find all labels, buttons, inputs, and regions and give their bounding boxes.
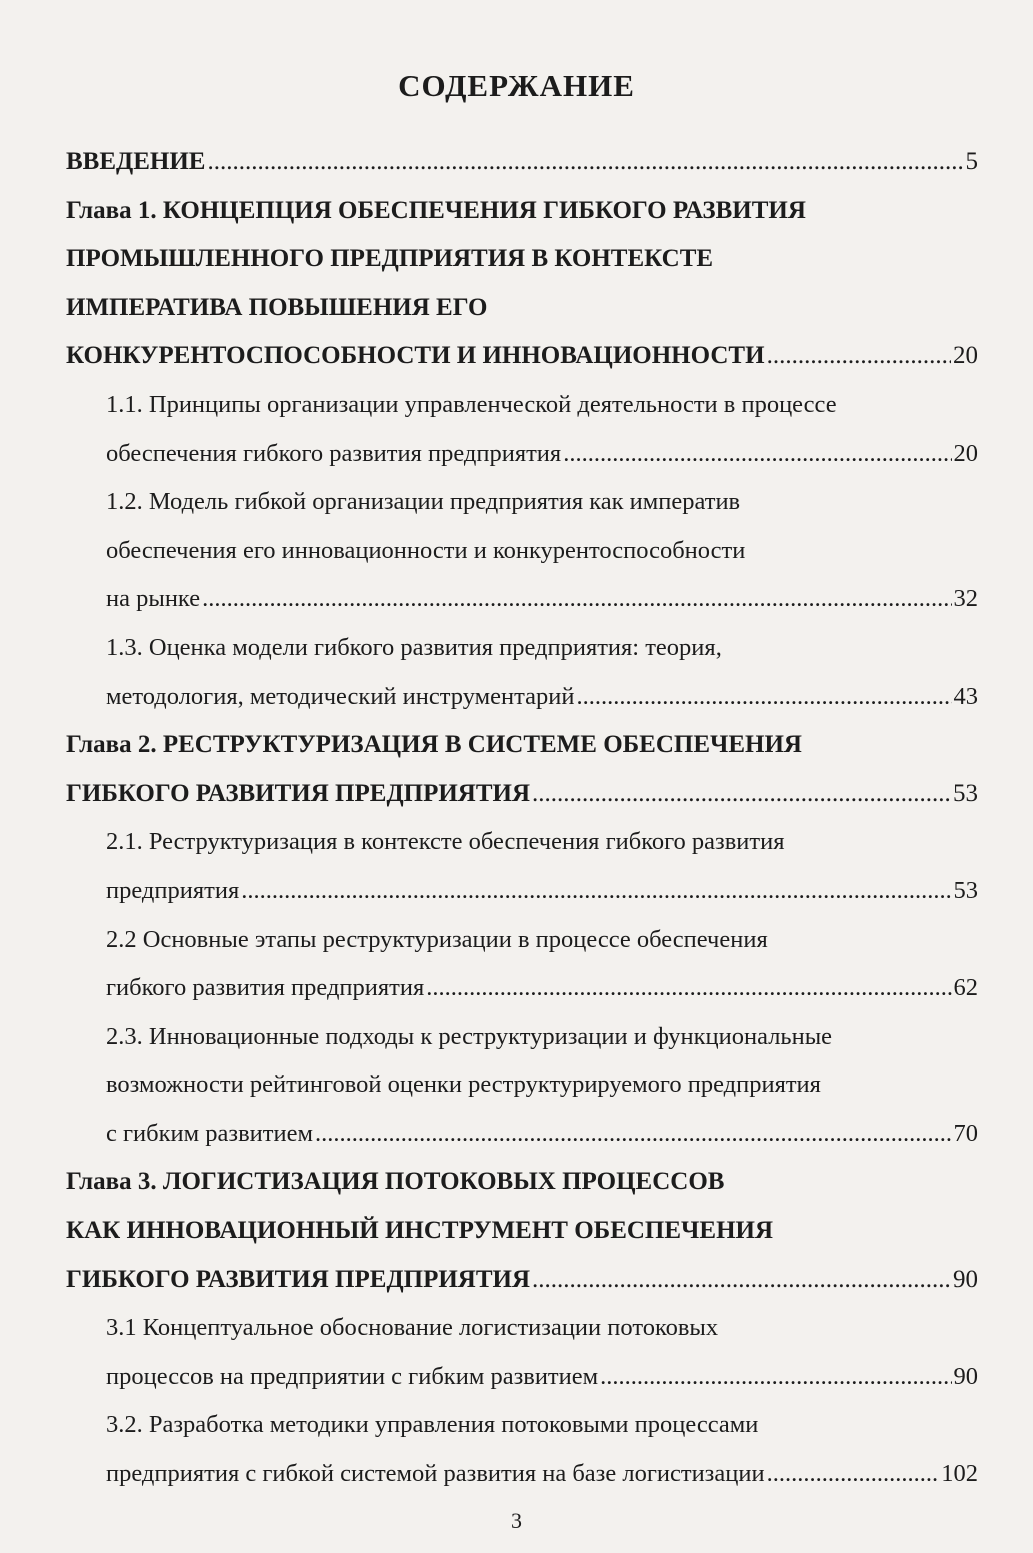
toc-page-number: 90 xyxy=(953,1265,978,1293)
toc-chapter-entry xyxy=(66,1158,978,1304)
toc-line xyxy=(66,187,978,236)
dot-leader xyxy=(315,1110,952,1159)
toc-line-text: Глава 3. ЛОГИСТИЗАЦИЯ ПОТОКОВЫХ ПРОЦЕССОВ xyxy=(66,1168,725,1196)
dot-leader xyxy=(767,332,951,381)
dot-leader xyxy=(207,138,963,187)
dot-leader xyxy=(576,673,951,722)
toc-page-number: 20 xyxy=(953,342,978,370)
toc-line-text: ГИБКОГО РАЗВИТИЯ ПРЕДПРИЯТИЯ xyxy=(66,779,531,807)
toc-page-number: 32 xyxy=(953,585,978,613)
toc-line-text: ВВЕДЕНИЕ xyxy=(66,148,206,175)
toc-line-text: 3.2. Разработка методики управления потоковыми процессами xyxy=(106,1411,759,1439)
toc-line-text: 2.2 Основные этапы реструктуризации в процессе обеспечения xyxy=(106,925,768,953)
toc-line-text: Глава 1. КОНЦЕПЦИЯ ОБЕСПЕЧЕНИЯ ГИБКОГО РАЗВИТИЯ xyxy=(66,196,806,224)
toc-line-text: процессов на предприятии с гибким развитием xyxy=(106,1362,599,1390)
toc-line xyxy=(66,478,978,527)
toc-line xyxy=(66,964,978,1013)
dot-leader xyxy=(532,1256,951,1305)
toc-line-text: ИМПЕРАТИВА ПОВЫШЕНИЯ ЕГО xyxy=(66,293,488,321)
toc-line xyxy=(66,1353,978,1402)
toc-page-number: 53 xyxy=(953,779,978,807)
toc-line xyxy=(66,867,978,916)
page-number: 3 xyxy=(511,1508,522,1533)
toc-line xyxy=(66,916,978,965)
toc-line-text: гибкого развития предприятия xyxy=(106,974,425,1002)
toc-line xyxy=(66,1013,978,1062)
toc-section-entry xyxy=(66,1401,978,1498)
toc-section-entry xyxy=(66,1304,978,1401)
dot-leader xyxy=(767,1450,940,1499)
toc-line-text: предприятия xyxy=(106,876,240,904)
toc-line-text: возможности рейтинговой оценки реструктурируемого предприятия xyxy=(106,1071,821,1099)
toc-line-text: обеспечения гибкого развития предприятия xyxy=(106,439,562,467)
toc-page-number: 43 xyxy=(953,682,978,710)
toc-page-number: 5 xyxy=(965,148,978,175)
toc-page-number: 20 xyxy=(953,439,978,467)
toc-section-entry xyxy=(66,818,978,915)
toc-line xyxy=(66,1207,978,1256)
toc-line-text: с гибким развитием xyxy=(106,1119,313,1147)
toc-section-entry xyxy=(66,916,978,1013)
toc-line-text: 1.3. Оценка модели гибкого развития предприятия: теория, xyxy=(106,633,722,661)
toc-line xyxy=(66,1061,978,1110)
dot-leader xyxy=(202,575,951,624)
toc-line-text: обеспечения его инновационности и конкурентоспособности xyxy=(106,536,746,564)
table-of-contents xyxy=(66,138,978,1499)
dot-leader xyxy=(563,430,951,479)
toc-line xyxy=(66,1450,978,1499)
toc-section-entry xyxy=(66,381,978,478)
toc-line xyxy=(66,818,978,867)
toc-page-number: 102 xyxy=(941,1460,978,1488)
dot-leader xyxy=(532,770,951,819)
toc-line xyxy=(66,770,978,819)
toc-line xyxy=(66,381,978,430)
toc-page-number: 53 xyxy=(953,876,978,904)
toc-line xyxy=(66,673,978,722)
toc-line-text: 2.3. Инновационные подходы к реструктуризации и функциональные xyxy=(106,1022,833,1050)
toc-line-text: Глава 2. РЕСТРУКТУРИЗАЦИЯ В СИСТЕМЕ ОБЕСПЕЧЕНИЯ xyxy=(66,731,802,759)
toc-line xyxy=(66,624,978,673)
toc-line-text: 1.1. Принципы организации управленческой деятельности в процессе xyxy=(106,390,837,418)
toc-chapter-entry xyxy=(66,138,978,187)
toc-section-entry xyxy=(66,624,978,721)
toc-line xyxy=(66,430,978,479)
toc-section-entry xyxy=(66,478,978,624)
toc-line-text: ПРОМЫШЛЕННОГО ПРЕДПРИЯТИЯ В КОНТЕКСТЕ xyxy=(66,245,714,273)
toc-line-text: 3.1 Концептуальное обоснование логистизации потоковых xyxy=(106,1314,719,1342)
toc-page-number: 70 xyxy=(953,1119,978,1147)
toc-line xyxy=(66,332,978,381)
toc-chapter-entry xyxy=(66,187,978,381)
toc-line xyxy=(66,527,978,576)
dot-leader xyxy=(600,1353,951,1402)
dot-leader xyxy=(426,964,951,1013)
page-title: СОДЕРЖАНИЕ xyxy=(398,68,635,103)
toc-line-text: КОНКУРЕНТОСПОСОБНОСТИ И ИННОВАЦИОННОСТИ xyxy=(66,342,765,370)
toc-line xyxy=(66,721,978,770)
toc-line xyxy=(66,1304,978,1353)
toc-line-text: 1.2. Модель гибкой организации предприятия как императив xyxy=(106,488,741,516)
dot-leader xyxy=(241,867,951,916)
toc-section-entry xyxy=(66,1013,978,1159)
toc-line xyxy=(66,284,978,333)
toc-line xyxy=(66,1401,978,1450)
toc-line xyxy=(66,235,978,284)
toc-line xyxy=(66,1256,978,1305)
toc-line-text: на рынке xyxy=(106,585,201,613)
toc-line-text: 2.1. Реструктуризация в контексте обеспечения гибкого развития xyxy=(106,828,785,856)
toc-line xyxy=(66,1110,978,1159)
toc-line xyxy=(66,138,978,187)
toc-line-text: ГИБКОГО РАЗВИТИЯ ПРЕДПРИЯТИЯ xyxy=(66,1265,531,1293)
toc-line xyxy=(66,575,978,624)
toc-page-number: 62 xyxy=(953,974,978,1002)
toc-chapter-entry xyxy=(66,721,978,818)
toc-page-number: 90 xyxy=(953,1362,978,1390)
toc-line-text: методология, методический инструментарий xyxy=(106,682,575,710)
toc-line-text: предприятия с гибкой системой развития на базе логистизации xyxy=(106,1460,765,1488)
toc-line xyxy=(66,1158,978,1207)
toc-line-text: КАК ИННОВАЦИОННЫЙ ИНСТРУМЕНТ ОБЕСПЕЧЕНИЯ xyxy=(66,1217,774,1245)
